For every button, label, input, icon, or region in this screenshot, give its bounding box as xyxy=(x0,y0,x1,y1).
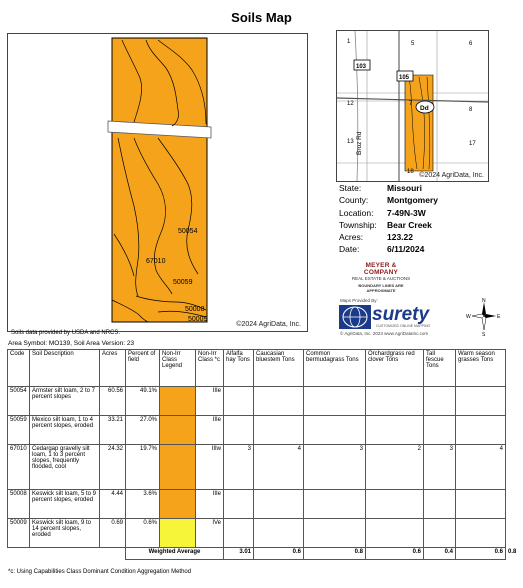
cell-desc: Mexico silt loam, 1 to 4 percent slopes, eroded xyxy=(30,416,100,445)
col-header: Warm season grasses Tons xyxy=(456,350,506,387)
location-map-canvas xyxy=(337,31,488,181)
wa-class: 3.01 xyxy=(224,548,254,560)
info-key: County: xyxy=(339,195,369,206)
cell-acres: 0.69 xyxy=(100,519,126,548)
legend-swatch xyxy=(160,387,196,416)
cell-desc: Keswick silt loam, 9 to 14 percent slopes, eroded xyxy=(30,519,100,548)
info-row-date xyxy=(339,243,438,255)
surety-logo xyxy=(338,304,460,330)
weighted-average-row: Weighted Average 3.01 0.6 0.8 0.6 0.4 0.6 0.8 xyxy=(8,548,506,560)
road-name-label: Broz Rd xyxy=(356,131,363,155)
section-18: 18 xyxy=(407,169,414,175)
cell-alfalfa: 3 xyxy=(224,445,254,490)
maps-provided-label: Maps Provided By: xyxy=(340,298,378,303)
label-50054: 50054 xyxy=(178,228,198,235)
wa-orchard: 0.4 xyxy=(424,548,456,560)
info-value: 123.22 xyxy=(387,232,413,243)
compass-w: W xyxy=(466,314,471,320)
info-key: Location: xyxy=(339,207,374,218)
info-row-location xyxy=(339,207,438,219)
compass-n: N xyxy=(482,298,486,304)
cell-acres: 33.21 xyxy=(100,416,126,445)
footnote: *c: Using Capabilities Class Dominant Condition Aggregation Method xyxy=(8,569,192,575)
info-row-county xyxy=(339,194,438,206)
legend-swatch xyxy=(160,490,196,519)
section-7: 7 xyxy=(409,101,413,107)
cell-orchard xyxy=(366,416,424,445)
cell-caucasian: 4 xyxy=(254,445,304,490)
cell-desc: Keswick silt loam, 5 to 9 percent slopes, eroded xyxy=(30,490,100,519)
cell-orchard xyxy=(366,519,424,548)
cell-pct: 3.6% xyxy=(126,490,160,519)
meyer-logo-subtitle: REAL ESTATE & AUCTIONS xyxy=(351,276,411,281)
info-value: Bear Creek xyxy=(387,219,432,230)
cell-code: 50059 xyxy=(8,416,30,445)
section-17: 17 xyxy=(469,141,476,147)
cell-caucasian xyxy=(254,490,304,519)
area-symbol: Area Symbol: MO139, Soil Area Version: 23 xyxy=(8,340,135,347)
cell-class: IIIe xyxy=(196,416,224,445)
wa-bermuda: 0.6 xyxy=(366,548,424,560)
compass-e: E xyxy=(497,314,501,320)
wa-fescue: 0.6 xyxy=(456,548,506,560)
soils-map[interactable] xyxy=(7,33,308,332)
info-row-acres xyxy=(339,231,438,243)
route-103-label: 103 xyxy=(356,64,367,70)
boundary-note: BOUNDARY LINES ARE APPROXIMATE xyxy=(358,283,404,293)
cell-pct: 19.7% xyxy=(126,445,160,490)
legend-swatch xyxy=(160,416,196,445)
river xyxy=(355,31,358,181)
globe-icon xyxy=(338,304,372,330)
info-key: State: xyxy=(339,183,362,193)
cell-fescue xyxy=(424,387,456,416)
map-copyright: ©2024 AgriData, Inc. xyxy=(236,321,301,328)
weighted-average-label: Weighted Average xyxy=(126,548,224,560)
compass-s: S xyxy=(482,332,486,336)
col-header: Code xyxy=(8,350,30,387)
table-row xyxy=(8,490,506,519)
col-header: Alfalfa hay Tons xyxy=(224,350,254,387)
cell-desc: Armster silt loam, 2 to 7 percent slopes xyxy=(30,387,100,416)
col-header: Soil Description xyxy=(30,350,100,387)
cell-fescue: 3 xyxy=(424,445,456,490)
section-12: 12 xyxy=(347,101,354,107)
road-dd-label: Dd xyxy=(420,105,429,112)
table-header-row xyxy=(8,350,506,387)
cell-class: IIIe xyxy=(196,387,224,416)
cell-desc: Cedargap gravelly silt loam, 1 to 3 percent slopes, frequently flooded, cool xyxy=(30,445,100,490)
col-header: Orchardgrass red clover Tons xyxy=(366,350,424,387)
compass-rose-icon xyxy=(466,296,502,336)
cell-acres: 24.32 xyxy=(100,445,126,490)
cell-pct: 49.1% xyxy=(126,387,160,416)
info-value: Montgomery xyxy=(387,195,438,206)
col-header: Percent of field xyxy=(126,350,160,387)
wa-alfalfa: 0.6 xyxy=(254,548,304,560)
cell-orchard xyxy=(366,490,424,519)
cell-class: IIIw xyxy=(196,445,224,490)
section-5: 5 xyxy=(411,41,415,47)
cell-class: IIIe xyxy=(196,490,224,519)
section-1: 1 xyxy=(347,39,351,45)
table-row xyxy=(8,519,506,548)
cell-class: IVe xyxy=(196,519,224,548)
wa-caucasian: 0.8 xyxy=(304,548,366,560)
cell-warm xyxy=(456,490,506,519)
cell-bermuda xyxy=(304,490,366,519)
table-row xyxy=(8,387,506,416)
col-header: Non-Irr Class *c xyxy=(196,350,224,387)
soils-table xyxy=(7,349,517,560)
section-8: 8 xyxy=(469,107,473,113)
cell-caucasian xyxy=(254,519,304,548)
cell-caucasian xyxy=(254,387,304,416)
cell-bermuda: 3 xyxy=(304,445,366,490)
location-map-copyright: ©2024 AgriData, Inc. xyxy=(419,172,484,179)
col-header: Caucasian bluestem Tons xyxy=(254,350,304,387)
table-row xyxy=(8,416,506,445)
surety-tagline: CUSTOMIZED ONLINE MAPPING xyxy=(376,324,431,328)
cell-alfalfa xyxy=(224,416,254,445)
cell-alfalfa xyxy=(224,490,254,519)
info-value: 7-49N-3W xyxy=(387,207,426,218)
cell-caucasian xyxy=(254,416,304,445)
cell-fescue xyxy=(424,490,456,519)
section-6: 6 xyxy=(469,41,473,47)
cell-acres: 4.44 xyxy=(100,490,126,519)
meyer-logo-name: MEYER & COMPANY xyxy=(363,262,399,276)
cell-bermuda xyxy=(304,519,366,548)
surety-copyright: © AgriData, Inc. 2023 www.AgriDataInc.com xyxy=(340,331,429,336)
section-13: 13 xyxy=(347,139,354,145)
cell-pct: 0.6% xyxy=(126,519,160,548)
cell-bermuda xyxy=(304,416,366,445)
field-marker xyxy=(405,75,433,171)
cell-warm xyxy=(456,416,506,445)
info-key: Township: xyxy=(339,219,377,230)
info-key: Date: xyxy=(339,244,360,255)
cell-code: 67010 xyxy=(8,445,30,490)
cell-warm: 4 xyxy=(456,445,506,490)
cell-orchard: 2 xyxy=(366,445,424,490)
label-50009: 50009 xyxy=(188,316,208,323)
cell-code: 50054 xyxy=(8,387,30,416)
table-row xyxy=(8,445,506,490)
cell-alfalfa xyxy=(224,387,254,416)
data-source-note: Soils data provided by USDA and NRCS. xyxy=(11,330,121,336)
legend-swatch xyxy=(160,519,196,548)
col-header: Non-Irr Class Legend xyxy=(160,350,196,387)
legend-swatch xyxy=(160,445,196,490)
info-value: Missouri xyxy=(387,183,422,193)
cell-pct: 27.0% xyxy=(126,416,160,445)
col-header: Common bermudagrass Tons xyxy=(304,350,366,387)
soils-map-canvas xyxy=(8,34,307,331)
info-row-township xyxy=(339,219,438,231)
cell-alfalfa xyxy=(224,519,254,548)
col-header: Tall fescue Tons xyxy=(424,350,456,387)
route-105-label: 105 xyxy=(399,75,410,81)
location-map[interactable] xyxy=(336,30,489,182)
cell-warm xyxy=(456,519,506,548)
cell-fescue xyxy=(424,416,456,445)
field-boundary xyxy=(112,38,207,322)
info-value: 6/11/2024 xyxy=(387,244,425,255)
cell-orchard xyxy=(366,387,424,416)
property-info xyxy=(339,182,438,256)
cell-bermuda xyxy=(304,387,366,416)
page-title: Soils Map xyxy=(231,10,292,25)
label-50059: 50059 xyxy=(173,279,193,286)
cell-code: 50008 xyxy=(8,490,30,519)
cell-warm xyxy=(456,387,506,416)
col-header: Acres xyxy=(100,350,126,387)
info-key: Acres: xyxy=(339,232,364,243)
meyer-company-logo xyxy=(348,262,414,293)
cell-acres: 60.56 xyxy=(100,387,126,416)
label-50008: 50008 xyxy=(185,306,205,313)
label-67010: 67010 xyxy=(146,258,166,265)
cell-code: 50009 xyxy=(8,519,30,548)
info-row-state xyxy=(339,182,438,194)
cell-fescue xyxy=(424,519,456,548)
surety-wordmark: surety xyxy=(372,304,430,325)
